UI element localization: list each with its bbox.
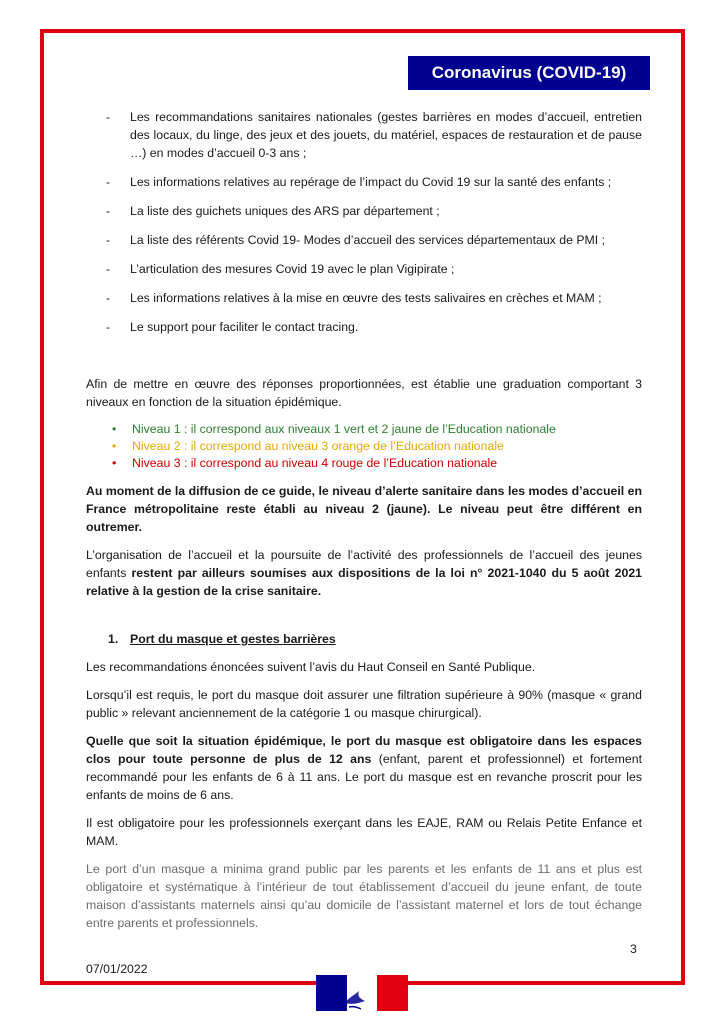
list-item-text: La liste des guichets uniques des ARS par département ; [130, 204, 440, 218]
list-item [86, 108, 642, 162]
list-item-text: L’articulation des mesures Covid 19 avec le plan Vigipirate ; [130, 262, 455, 276]
level-text: Niveau 1 : il correspond aux niveaux 1 vert et 2 jaune de l’Education nationale [132, 422, 556, 436]
dash-marker: - [106, 204, 111, 218]
list-item-text: Les recommandations sanitaires nationales (gestes barrières en modes d’accueil, entretien des locaux, du linge, des jeux et des jouets, du matériel, espaces de restauration et de pause …) en modes d’accueil 0-3 ans ; [130, 110, 642, 160]
page-number: 3 [630, 942, 637, 956]
bullet-marker: • [112, 422, 117, 436]
organisation-paragraph [86, 546, 642, 600]
bullet-marker: • [112, 439, 117, 453]
list-item [86, 231, 642, 249]
section-number: 1. [108, 632, 119, 646]
list-item [86, 289, 642, 307]
list-item [86, 202, 642, 220]
list-item-text: La liste des référents Covid 19- Modes d’accueil des services départementaux de PMI ; [130, 233, 606, 247]
bullet-marker: • [112, 456, 117, 470]
recommendations-list [86, 108, 642, 336]
grand-public-paragraph: Le port d’un masque a minima grand public par les parents et les enfants de 11 ans et plus est obligatoire et systématique à l’intérieur de tout établissement d’accueil du jeune enfant, de toute maison d’assistants maternels ainsi qu’au domicile de l’assistant maternel et lors de tout échange entre parents et professionnels. [86, 862, 642, 930]
graduation-intro: Afin de mettre en œuvre des réponses proportionnées, est établie une graduation comportant 3 niveaux en fonction de la situation épidémique. [86, 377, 642, 409]
list-item [86, 318, 642, 336]
mandatory-paragraph [86, 732, 642, 804]
filtration-paragraph: Lorsqu’il est requis, le port du masque doit assurer une filtration supérieure à 90% (masque « grand public » relevant anciennement de la catégorie 1 ou masque chirurgical). [86, 688, 642, 720]
dash-marker: - [106, 320, 111, 334]
organisation-bold-text: restent par ailleurs soumises aux dispositions de la loi n° 2021-1040 du 5 août 2021 relative à la gestion de la crise sanitaire. [86, 566, 642, 598]
organisation-text: L’organisation de l’accueil et la poursuite de l’activité des professionnels de l’accueil des jeunes enfants [86, 548, 642, 580]
list-item-text: Les informations relatives au repérage de l’impact du Covid 19 sur la santé des enfants ; [130, 175, 612, 189]
dash-marker: - [106, 110, 111, 124]
alert-level-text: Au moment de la diffusion de ce guide, le niveau d’alerte sanitaire dans les modes d’accueil en France métropolitaine reste établi au niveau 2 (jaune). Le niveau peut être différent en outremer. [86, 484, 642, 534]
mandatory-text: (enfant, parent et professionnel) et fortement recommandé pour les enfants de 6 à 11 ans. Le port du masque est en revanche proscrit pour les enfants de moins de 6 ans. [86, 752, 642, 802]
hcsp-paragraph: Les recommandations énoncées suivent l’avis du Haut Conseil en Santé Publique. [86, 660, 536, 674]
professionals-paragraph: Il est obligatoire pour les professionnels exerçant dans les EAJE, RAM ou Relais Petite Enfance et MAM. [86, 816, 642, 848]
footer-date: 07/01/2022 [86, 962, 148, 976]
dash-marker: - [106, 175, 111, 189]
document-body [86, 108, 642, 942]
republique-francaise-logo [316, 975, 408, 1011]
alert-level-paragraph [86, 482, 642, 536]
list-item [86, 173, 642, 191]
level-text: Niveau 3 : il correspond au niveau 4 rouge de l’Education nationale [132, 456, 498, 470]
list-item-text: Les informations relatives à la mise en œuvre des tests salivaires en crèches et MAM ; [130, 291, 602, 305]
level-3-item [86, 455, 642, 472]
dash-marker: - [106, 233, 111, 247]
level-2-item [86, 438, 642, 455]
list-item-text: Le support pour faciliter le contact tracing. [130, 320, 359, 334]
header-badge: Coronavirus (COVID-19) [408, 56, 650, 90]
section-heading [86, 630, 642, 648]
level-1-item [86, 421, 642, 438]
section-title: Port du masque et gestes barrières [130, 632, 336, 646]
level-text: Niveau 2 : il correspond au niveau 3 orange de l’Education nationale [132, 439, 504, 453]
mandatory-bold-text: Quelle que soit la situation épidémique, le port du masque est obligatoire dans les espaces clos pour toute personne de plus de 12 ans [86, 734, 642, 766]
dash-marker: - [106, 291, 111, 305]
list-item [86, 260, 642, 278]
dash-marker: - [106, 262, 111, 276]
alert-levels-list [86, 421, 642, 472]
